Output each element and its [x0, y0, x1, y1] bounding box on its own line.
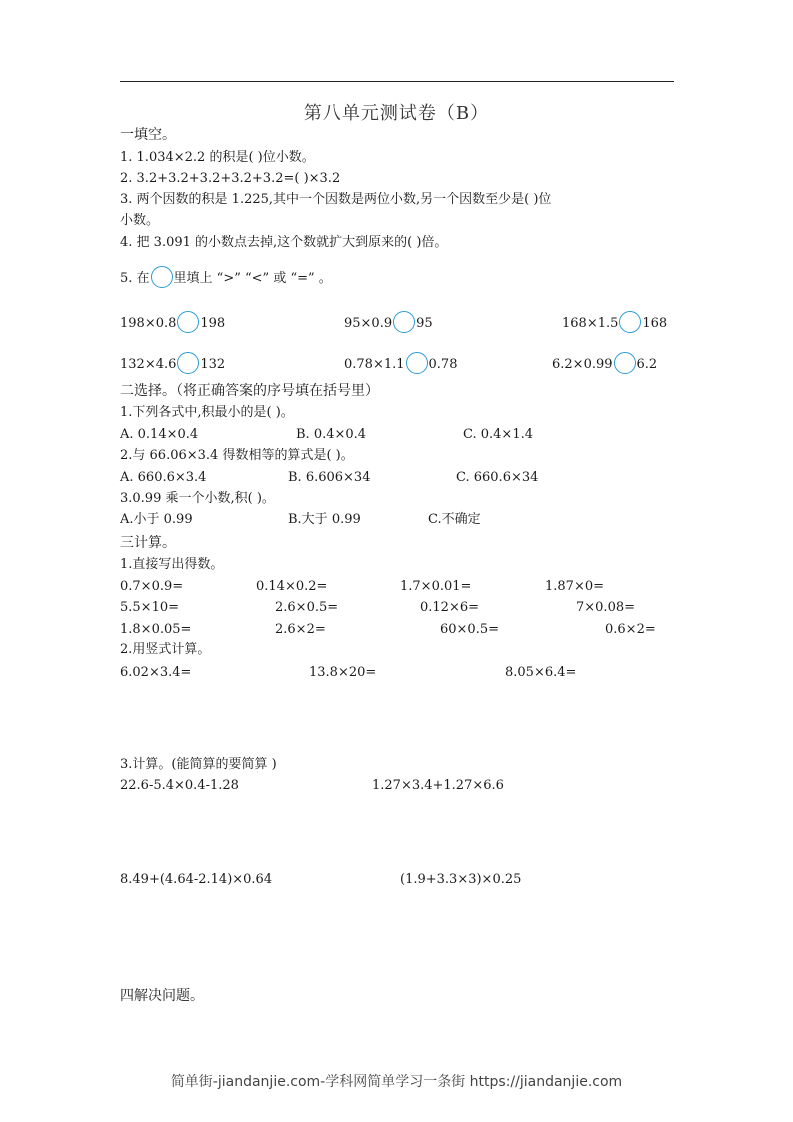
choice-q1-option-b[interactable]: B. 0.4×0.4 [296, 427, 367, 442]
oral-calc-item: 1.7×0.01= [400, 579, 472, 594]
choice-q3-option-c[interactable]: C.不确定 [428, 512, 481, 527]
choice-q1-option-a[interactable]: A. 0.14×0.4 [120, 427, 199, 442]
vertical-calc-item: 6.02×3.4= [120, 665, 192, 680]
compare-item [552, 352, 657, 374]
calc-sub2: 2.用竖式计算。 [120, 642, 211, 657]
compare-circle[interactable] [406, 352, 428, 374]
fill-q1: 1. 1.034×2.2 的积是( )位小数。 [120, 150, 315, 165]
section2-heading: 二选择。（将正确答案的序号填在括号里） [120, 383, 379, 399]
compare-right: 168 [642, 316, 668, 331]
compare-right: 198 [200, 316, 226, 331]
compare-left: 198×0.8 [120, 316, 177, 331]
oral-calc-item: 7×0.08= [576, 600, 636, 615]
oral-calc-item: 0.6×2= [605, 622, 656, 637]
compare-right: 0.78 [428, 357, 458, 372]
oral-calc-item: 0.14×0.2= [256, 579, 328, 594]
fill-q3-line2: 小数。 [120, 213, 160, 228]
calc-sub3: 3.计算。(能简算的要简算 ) [120, 757, 277, 772]
oral-calc-item: 60×0.5= [440, 622, 500, 637]
oral-calc-item: 5.5×10= [120, 600, 180, 615]
compare-item [344, 311, 433, 333]
compare-left: 168×1.5 [562, 316, 619, 331]
compare-left: 0.78×1.1 [344, 357, 405, 372]
compare-circle[interactable] [619, 311, 641, 333]
fill-q5-suffix: 里填上 “>” “<” 或 “=” 。 [173, 271, 332, 286]
compare-left: 6.2×0.99 [552, 357, 613, 372]
fill-q5-prefix: 5. 在 [120, 271, 150, 286]
calc-sub1: 1.直接写出得数。 [120, 557, 224, 572]
compare-circle[interactable] [177, 352, 199, 374]
compare-item [344, 352, 457, 374]
oral-calc-item: 0.7×0.9= [120, 579, 184, 594]
oral-calc-item: 2.6×0.5= [275, 600, 339, 615]
compare-circle[interactable] [393, 311, 415, 333]
vertical-calc-item: 8.05×6.4= [505, 665, 577, 680]
oral-calc-item: 1.8×0.05= [120, 622, 192, 637]
circle-icon [151, 266, 173, 288]
top-rule [120, 81, 674, 82]
choice-q3-option-b[interactable]: B.大于 0.99 [288, 512, 361, 527]
oral-calc-item: 0.12×6= [420, 600, 480, 615]
fill-q5 [120, 266, 332, 288]
section1-heading: 一填空。 [120, 127, 176, 143]
fill-q4: 4. 把 3.091 的小数点去掉,这个数就扩大到原来的( )倍。 [120, 235, 448, 250]
compare-left: 132×4.6 [120, 357, 177, 372]
choice-q3: 3.0.99 乘一个小数,积( )。 [120, 491, 275, 506]
simplify-calc-item: (1.9+3.3×3)×0.25 [400, 872, 522, 887]
compare-circle[interactable] [614, 352, 636, 374]
compare-item [120, 311, 225, 333]
choice-q2-option-c[interactable]: C. 660.6×34 [456, 470, 539, 485]
choice-q1: 1.下列各式中,积最小的是( )。 [120, 405, 294, 420]
compare-item [120, 352, 225, 374]
simplify-calc-item: 8.49+(4.64-2.14)×0.64 [120, 872, 273, 887]
compare-circle[interactable] [177, 311, 199, 333]
compare-right: 6.2 [636, 357, 658, 372]
oral-calc-item: 2.6×2= [275, 622, 326, 637]
compare-right: 95 [416, 316, 433, 331]
simplify-calc-item: 22.6-5.4×0.4-1.28 [120, 778, 239, 793]
choice-q1-option-c[interactable]: C. 0.4×1.4 [463, 427, 533, 442]
choice-q2: 2.与 66.06×3.4 得数相等的算式是( )。 [120, 448, 354, 463]
fill-q3-line1: 3. 两个因数的积是 1.225,其中一个因数是两位小数,另一个因数至少是( )位 [120, 192, 552, 207]
compare-left: 95×0.9 [344, 316, 393, 331]
fill-q2: 2. 3.2+3.2+3.2+3.2+3.2=( )×3.2 [120, 171, 341, 186]
footer-watermark: 简单街-jiandanjie.com-学科网简单学习一条街 https://jiandanjie.com [170, 1074, 623, 1090]
choice-q2-option-a[interactable]: A. 660.6×3.4 [120, 470, 207, 485]
vertical-calc-item: 13.8×20= [309, 665, 377, 680]
simplify-calc-item: 1.27×3.4+1.27×6.6 [372, 778, 504, 793]
section4-heading: 四解决问题。 [120, 988, 204, 1004]
compare-right: 132 [200, 357, 226, 372]
choice-q2-option-b[interactable]: B. 6.606×34 [288, 470, 371, 485]
compare-item [562, 311, 667, 333]
choice-q3-option-a[interactable]: A.小于 0.99 [120, 512, 193, 527]
oral-calc-item: 1.87×0= [545, 579, 605, 594]
section3-heading: 三计算。 [120, 535, 176, 551]
page-title: 第八单元测试卷（B） [303, 103, 490, 124]
